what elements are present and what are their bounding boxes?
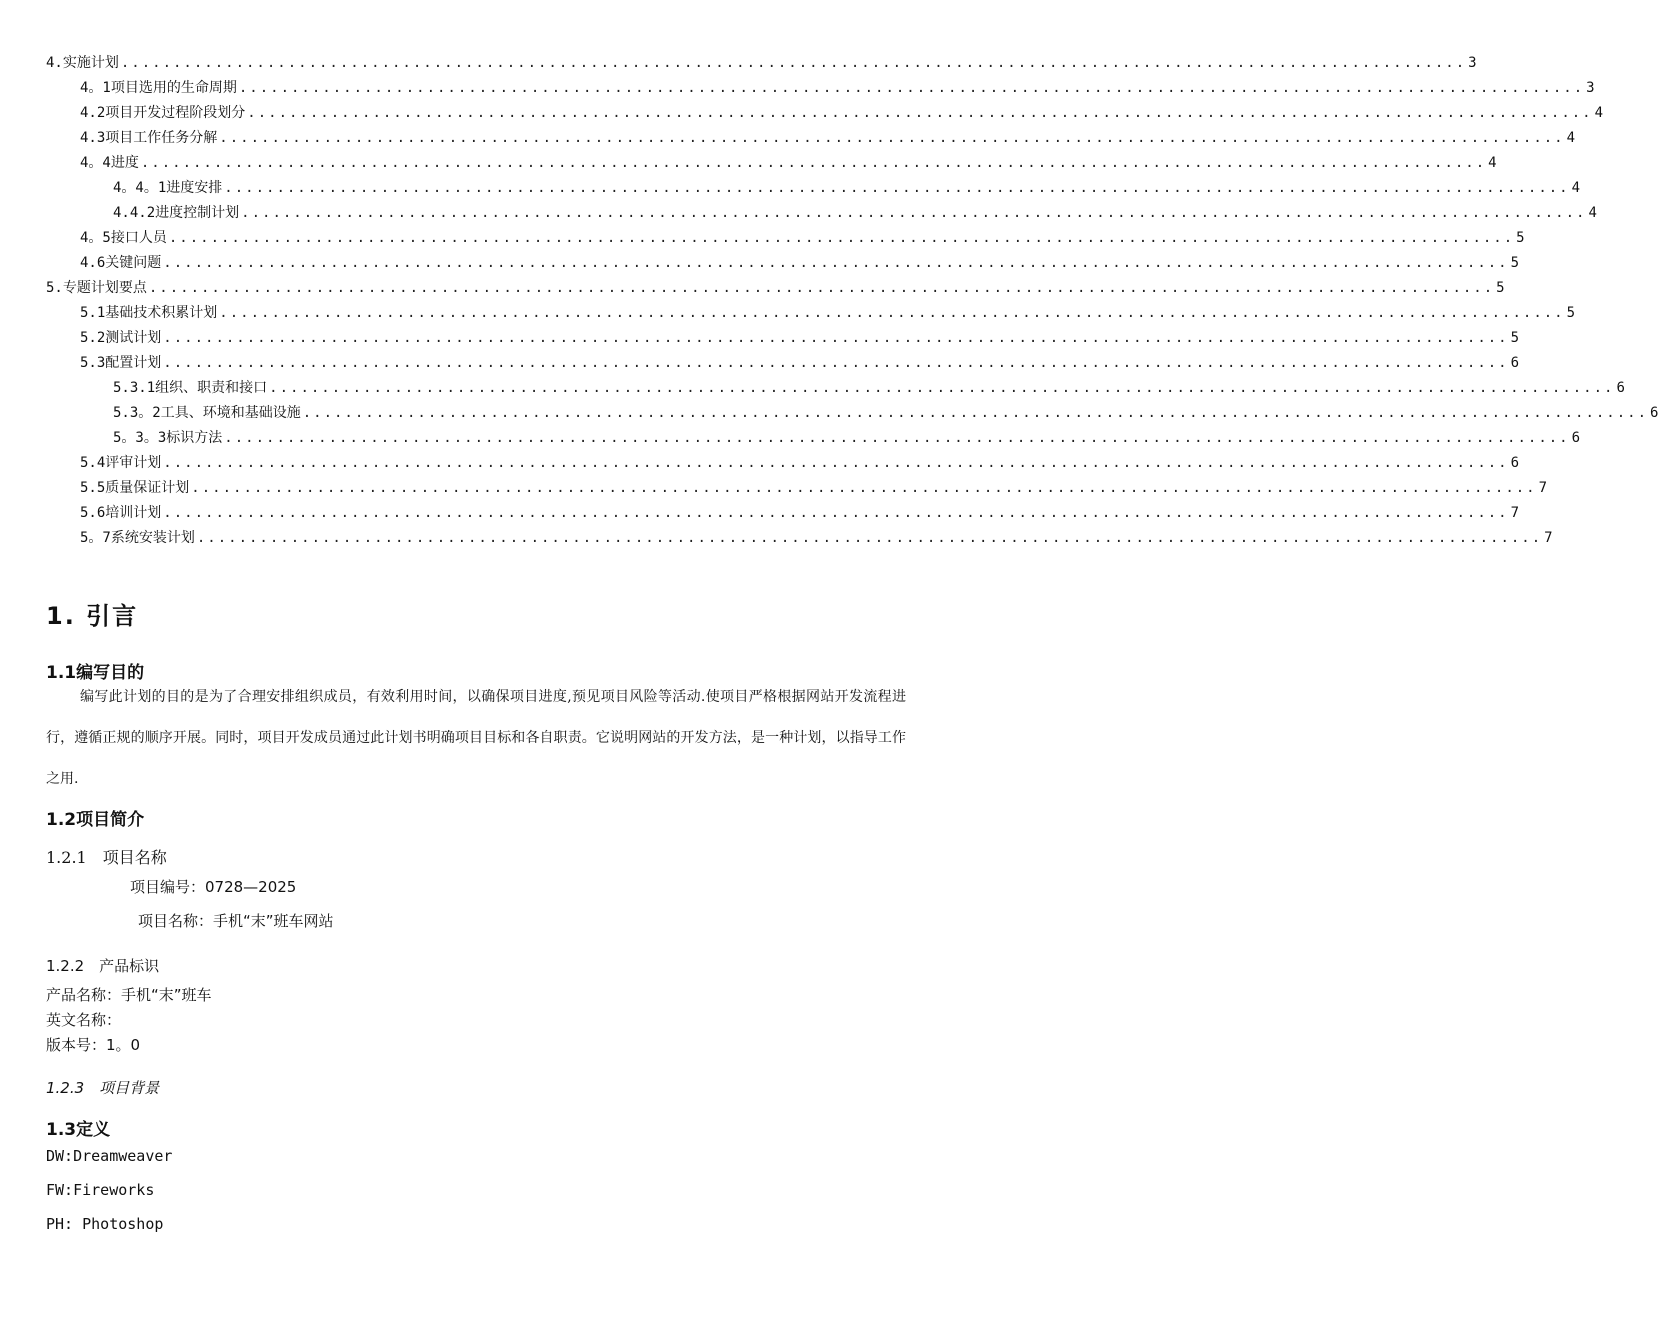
toc-page-number: 4 [1588,205,1597,221]
toc-number: 4。4 [80,155,111,171]
definition-item: DW:Dreamweaver [46,1147,173,1165]
toc-entry-4[interactable] [46,52,1477,74]
toc-number: 5.4 [80,455,106,471]
toc-leader: ................................................................................................................................. [247,105,1593,121]
toc-entry-4-4-2[interactable] [113,202,1597,224]
toc-leader: ................................................................................................................................. [219,305,1565,321]
toc-leader: ................................................................................................................................. [241,205,1587,221]
toc-entry-5-3-3[interactable] [113,427,1581,449]
heading-definitions: 1.3定义 [46,1120,111,1140]
toc-title: 进度安排 [166,180,223,196]
toc-leader: ................................................................................................................................. [224,430,1570,446]
toc-number: 5.3 [80,355,106,371]
toc-leader: ................................................................................................................................. [163,355,1509,371]
toc-page-number: 4 [1566,130,1576,146]
toc-title: 实施计划 [62,55,119,71]
toc-leader: ................................................................................................................................. [163,455,1509,471]
toc-title: 系统安装计划 [110,530,195,546]
toc-entry-5-3[interactable] [80,352,1520,374]
section-heading-introduction: 1. 引言 [46,602,139,630]
toc-title: 基础技术积累计划 [105,305,218,321]
toc-page-number: 4 [1571,180,1581,196]
toc-page-number: 5 [1516,230,1525,246]
toc-title: 组织、职责和接口 [155,380,268,396]
toc-title: 进度控制计划 [155,205,240,221]
toc-number: 5. [46,280,63,296]
project-name: 项目名称：手机“末”班车网站 [138,912,334,930]
toc-number: 4.3 [80,130,106,146]
toc-page-number: 6 [1510,355,1520,371]
toc-title: 评审计划 [105,455,162,471]
toc-title: 进度 [110,155,139,171]
toc-page-number: 5 [1510,255,1520,271]
toc-entry-5-2[interactable] [80,327,1520,349]
toc-number: 4。5 [80,230,111,246]
toc-title: 专题计划要点 [62,280,147,296]
toc-entry-5-1[interactable] [80,302,1576,324]
toc-entry-5-3-1[interactable] [113,377,1625,399]
toc-page-number: 7 [1544,530,1553,546]
toc-page-number: 6 [1510,455,1520,471]
heading-purpose: 1.1编写目的 [46,663,145,683]
toc-number: 4.6 [80,255,106,271]
toc-page-number: 5 [1496,280,1505,296]
toc-number: 5。7 [80,530,111,546]
toc-title: 测试计划 [105,330,162,346]
toc-leader: ................................................................................................................................. [168,230,1515,246]
toc-entry-5-3-2[interactable] [113,402,1658,424]
english-name: 英文名称： [46,1011,122,1029]
toc-title: 标识方法 [166,430,223,446]
heading-project-intro: 1.2项目简介 [46,810,145,830]
definition-item: FW:Fireworks [46,1181,155,1199]
toc-title: 关键问题 [105,255,162,271]
toc-page-number: 4 [1594,105,1604,121]
toc-entry-4-4-1[interactable] [113,177,1581,199]
toc-number: 5.3.1 [113,380,156,396]
version-number: 版本号：1。0 [46,1036,141,1054]
toc-leader: ................................................................................................................................. [224,180,1570,196]
toc-leader: ................................................................................................................................. [163,505,1509,521]
toc-number: 4.4.2 [113,205,156,221]
toc-entry-4-1[interactable] [80,77,1595,99]
toc-title: 接口人员 [110,230,167,246]
purpose-paragraph: 编写此计划的目的是为了合理安排组织成员，有效利用时间，以确保项目进度,预见项目风险等活动.使项目严格根据网站开发流程进行，遵循正规的顺序开展。同时，项目开发成员通过此计划书明确项目目标和各自职责。它说明网站的开发方法，是一种计划，以指导工作之用. [46,689,906,787]
toc-number: 4。1 [80,80,111,96]
toc-leader: ................................................................................................................................. [196,530,1543,546]
toc-entry-5-5[interactable] [80,477,1548,499]
toc-leader: ................................................................................................................................. [163,330,1509,346]
toc-title: 质量保证计划 [105,480,190,496]
toc-entry-4-3[interactable] [80,127,1576,149]
toc-entry-5-4[interactable] [80,452,1520,474]
product-name: 产品名称：手机“末”班车 [46,986,212,1004]
toc-page-number: 4 [1488,155,1497,171]
toc-title: 配置计划 [105,355,162,371]
toc-title: 项目选用的生命周期 [110,80,237,96]
toc-leader: ................................................................................................................................. [219,130,1565,146]
toc-leader: ................................................................................................................................. [269,380,1615,396]
heading-project-background: 1.2.3 项目背景 [46,1079,160,1097]
toc-page-number: 6 [1616,380,1625,396]
toc-number: 5.3。2 [113,405,161,421]
toc-number: 5.6 [80,505,106,521]
toc-leader: ................................................................................................................................. [140,155,1487,171]
toc-number: 4.2 [80,105,106,121]
toc-leader: ................................................................................................................................. [120,55,1467,71]
toc-page-number: 3 [1586,80,1595,96]
toc-entry-5[interactable] [46,277,1505,299]
toc-page-number: 6 [1650,405,1658,421]
toc-number: 4。4。1 [113,180,167,196]
toc-page-number: 5 [1510,330,1520,346]
toc-leader: ................................................................................................................................. [191,480,1537,496]
toc-page-number: 6 [1571,430,1581,446]
toc-title: 工具、环境和基础设施 [160,405,301,421]
toc-title: 项目工作任务分解 [105,130,218,146]
toc-leader: ................................................................................................................................. [302,405,1649,421]
heading-product-id: 1.2.2 产品标识 [46,957,160,975]
toc-title: 培训计划 [105,505,162,521]
toc-entry-4-2[interactable] [80,102,1604,124]
toc-entry-4-5[interactable] [80,227,1525,249]
toc-leader: ................................................................................................................................. [148,280,1495,296]
toc-number: 5。3。3 [113,430,167,446]
toc-page-number: 7 [1538,480,1548,496]
toc-number: 4. [46,55,63,71]
definition-item: PH: Photoshop [46,1215,164,1233]
toc-number: 5.1 [80,305,106,321]
toc-entry-5-6[interactable] [80,502,1520,524]
toc-leader: ................................................................................................................................. [163,255,1509,271]
toc-number: 5.5 [80,480,106,496]
toc-page-number: 3 [1468,55,1477,71]
toc-page-number: 5 [1566,305,1576,321]
project-number: 项目编号：0728—2025 [130,878,297,896]
toc-leader: ................................................................................................................................. [238,80,1585,96]
toc-page-number: 7 [1510,505,1520,521]
toc-entry-5-7[interactable] [80,527,1553,549]
toc-title: 项目开发过程阶段划分 [105,105,246,121]
toc-number: 5.2 [80,330,106,346]
toc-entry-4-4[interactable] [80,152,1497,174]
toc-entry-4-6[interactable] [80,252,1520,274]
heading-project-name: 1.2.1 项目名称 [46,848,167,867]
